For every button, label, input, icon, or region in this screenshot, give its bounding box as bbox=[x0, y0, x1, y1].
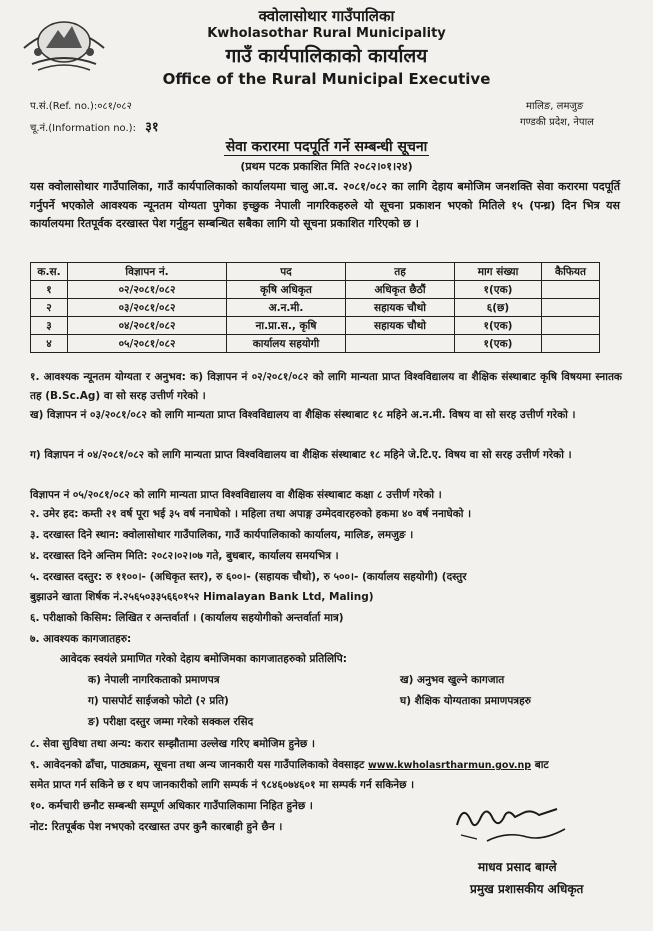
website-link[interactable]: www.kwholasrtharmun.gov.np bbox=[367, 760, 532, 771]
office-name-english: Office of the Rural Municipal Executive bbox=[162, 70, 491, 88]
cell-post: अ.न.मी. bbox=[227, 299, 346, 317]
document-ka: क) नेपाली नागरिकताको प्रमाणपत्र bbox=[88, 674, 220, 686]
info-value: ३१ bbox=[145, 120, 159, 135]
document-kha: ख) अनुभव खुल्ने कागजात bbox=[400, 674, 505, 686]
cell-post: कृषि अधिकृत bbox=[227, 281, 346, 299]
condition-8: ८. सेवा सुविधा तथा अन्य: करार सम्झौतामा उल्लेख गरिए बमोजिम हुनेछ । bbox=[30, 738, 315, 750]
condition-9-suffix: बाट bbox=[534, 759, 549, 771]
cell-demand: १(एक) bbox=[455, 335, 542, 353]
location-line-1: मालिङ, लमजुङ bbox=[526, 101, 584, 112]
col-header-demand: माग संख्या bbox=[455, 263, 542, 281]
cell-post: ना.प्रा.स., कृषि bbox=[227, 317, 346, 335]
condition-5a: ५. दरखास्त दस्तुर: रु ११००।- (अधिकृत स्तर), रु ६००।- (सहायक चौथो), रु ५००।- (कार्यालय सहयोगी) (दस्तुर bbox=[30, 571, 467, 583]
cell-demand: ६(छ) bbox=[455, 299, 542, 317]
notice-title bbox=[0, 137, 653, 156]
col-header-level: तह bbox=[346, 263, 455, 281]
note: नोट: रितपूर्बक पेश नभएको दरखास्त उपर कुनै कारबाही हुने छैन । bbox=[30, 821, 283, 833]
condition-6: ६. परीक्षाको किसिम: लिखित र अन्तर्वार्ता । (कार्यालय सहयोगीको अन्तर्वार्ता मात्र) bbox=[30, 612, 344, 624]
condition-3: ३. दरखास्त दिने स्थान: क्वोलासोथार गाउँपालिका, गाउँ कार्यपालिकाको कार्यालय, मालिङ, लमजुङ । bbox=[30, 529, 414, 541]
table-row bbox=[31, 299, 600, 317]
condition-9 bbox=[30, 758, 549, 772]
cell-sn: १ bbox=[31, 281, 68, 299]
notice-intro: यस क्वोलासोथार गाउँपालिका, गाउँ कार्यपालिकाको कार्यालयमा चालु आ.व. २०८१/०८२ का लागि देहाय बमोजिम जनशक्ति सेवा करारमा पदपूर्ति गर्नुपर्ने भएकोले आवश्यक न्यूनतम योग्यता पुगेका इच्छुक नेपाली नागरिकहरुले यो सूचना प्रकाशन भएको मितिले १५ (पन्ध्र) दिन भित्र यस कार्यालयमा रितपूर्वक दरखास्त पेश गर्नुहुन सम्बन्धित सबैका लागि यो सूचना प्रकाशित गरिएको छ । bbox=[30, 180, 620, 230]
cell-ad-no: ०२/२०८१/०८२ bbox=[68, 281, 227, 299]
condition-5b: बुझाउने खाता शिर्षक नं.२५६५०३३५६६०१५२ Himalayan Bank Ltd, Maling) bbox=[30, 591, 374, 603]
cell-remarks bbox=[542, 299, 600, 317]
col-header-ad-no: विज्ञापन नं. bbox=[68, 263, 227, 281]
condition-1c: ग) विज्ञापन नं ०४/२०८१/०८२ को लागि मान्यता प्राप्त विश्वविद्यालय वा शैक्षिक संस्थाबाट १८ महिने जे.टि.ए. विषय वा सो सरह उत्तीर्ण गरेको । bbox=[30, 449, 572, 461]
document-gha: घ) शैक्षिक योग्यताका प्रमाणपत्रहरु bbox=[400, 695, 531, 707]
condition-4: ४. दरखास्त दिने अन्तिम मिति: २०८२।०२।०७ गते, बुधबार, कार्यालय समयभित्र । bbox=[30, 550, 339, 562]
cell-remarks bbox=[542, 317, 600, 335]
ref-value: ०८१/०८२ bbox=[97, 101, 132, 112]
condition-2: २. उमेर हद: कम्ती २१ वर्ष पूरा भई ३५ वर्ष ननाघेको । महिला तथा अपाङ्ग उम्मेदवारहरुको हकमा ४० वर्ष ननाघेको । bbox=[30, 508, 472, 520]
table-header-row bbox=[31, 263, 600, 281]
cell-post: कार्यालय सहयोगी bbox=[227, 335, 346, 353]
cell-sn: २ bbox=[31, 299, 68, 317]
cell-remarks bbox=[542, 335, 600, 353]
condition-7-intro: आवेदक स्वयंले प्रमाणित गरेको देहाय बमोजिमका कागजातहरुको प्रतिलिपि: bbox=[60, 653, 347, 665]
col-header-post: पद bbox=[227, 263, 346, 281]
signatory-title: प्रमुख प्रशासकीय अधिकृत bbox=[470, 882, 584, 896]
condition-10: १०. कर्मचारी छनौट सम्बन्धी सम्पूर्ण अधिकार गाउँपालिकामा निहित हुनेछ । bbox=[30, 800, 313, 812]
vacancy-table bbox=[30, 262, 600, 353]
document-nga: ङ) परीक्षा दस्तुर जम्मा गरेको सक्कल रसिद bbox=[88, 716, 254, 728]
information-number bbox=[30, 117, 159, 135]
publication-date: (प्रथम पटक प्रकाशित मिति २०८२।०१।२४) bbox=[240, 160, 413, 173]
table-row bbox=[31, 317, 600, 335]
condition-1d: विज्ञापन नं ०५/२०८१/०८२ को लागि मान्यता प्राप्त विश्वविद्यालय वा शैक्षिक संस्थाबाट कक्षा ८ उत्तीर्ण गरेको । bbox=[30, 489, 442, 501]
document-ga: ग) पासपोर्ट साईजको फोटो (२ प्रति) bbox=[88, 695, 229, 707]
cell-sn: ४ bbox=[31, 335, 68, 353]
office-name-nepali: गाउँ कार्यपालिकाको कार्यालय bbox=[225, 45, 428, 67]
cell-level: सहायक चौथो bbox=[346, 317, 455, 335]
reference-number bbox=[30, 98, 132, 112]
location-line-2: गण्डकी प्रदेश, नेपाल bbox=[520, 117, 594, 128]
cell-ad-no: ०४/२०८१/०८२ bbox=[68, 317, 227, 335]
cell-level bbox=[346, 335, 455, 353]
condition-9-text: ९. आवेदनको ढाँचा, पाठ्यक्रम, सूचना तथा अन्य जानकारी यस गाउँपालिकाको वेवसाइट bbox=[30, 759, 365, 771]
cell-sn: ३ bbox=[31, 317, 68, 335]
col-header-sn: क.स. bbox=[31, 263, 68, 281]
cell-level: अधिकृत छैठौं bbox=[346, 281, 455, 299]
table-row bbox=[31, 335, 600, 353]
notice-title-text: सेवा करारमा पदपूर्ति गर्ने सम्बन्धी सूचना bbox=[225, 139, 428, 155]
table-row bbox=[31, 281, 600, 299]
col-header-remarks: कैफियत bbox=[542, 263, 600, 281]
cell-demand: १(एक) bbox=[455, 317, 542, 335]
condition-9-contact: समेत प्राप्त गर्न सकिने छ र थप जानकारीको लागि सम्पर्क नं ९८४६०७४६०१ मा सम्पर्क गर्न सकिनेछ । bbox=[30, 779, 415, 791]
cell-ad-no: ०३/२०८१/०८२ bbox=[68, 299, 227, 317]
condition-1b: ख) विज्ञापन नं ०३/२०८१/०८२ को लागि मान्यता प्राप्त विश्वविद्यालय वा शैक्षिक संस्थाबाट १८ महिने अ.न.मी. विषय वा सो सरह उत्तीर्ण गरेको । bbox=[30, 409, 576, 421]
cell-ad-no: ०५/२०८१/०८२ bbox=[68, 335, 227, 353]
condition-1a: १. आवश्यक न्यूनतम योग्यता र अनुभव: क) विज्ञापन नं ०२/२०८१/०८२ को लागि मान्यता प्राप्त विश्वविद्यालय वा शैक्षिक संस्थाबाट कृषि विषयमा स्नातक तह (B.Sc.Ag) वा सो सरह उत्तीर्ण गरेको । bbox=[30, 371, 622, 402]
cell-level: सहायक चौथो bbox=[346, 299, 455, 317]
ref-label: प.सं.(Ref. no.): bbox=[30, 101, 98, 112]
cell-remarks bbox=[542, 281, 600, 299]
signatory-name: माधव प्रसाद बाग्ले bbox=[478, 860, 557, 874]
cell-demand: १(एक) bbox=[455, 281, 542, 299]
signature-scribble bbox=[447, 795, 577, 855]
municipality-name-english: Kwholasothar Rural Municipality bbox=[207, 26, 446, 41]
info-label: चू.नं.(Information no.): bbox=[30, 123, 136, 134]
condition-7: ७. आवश्यक कागजातहरु: bbox=[30, 633, 132, 645]
municipality-name-nepali: क्वोलासोथार गाउँपालिका bbox=[258, 7, 395, 25]
